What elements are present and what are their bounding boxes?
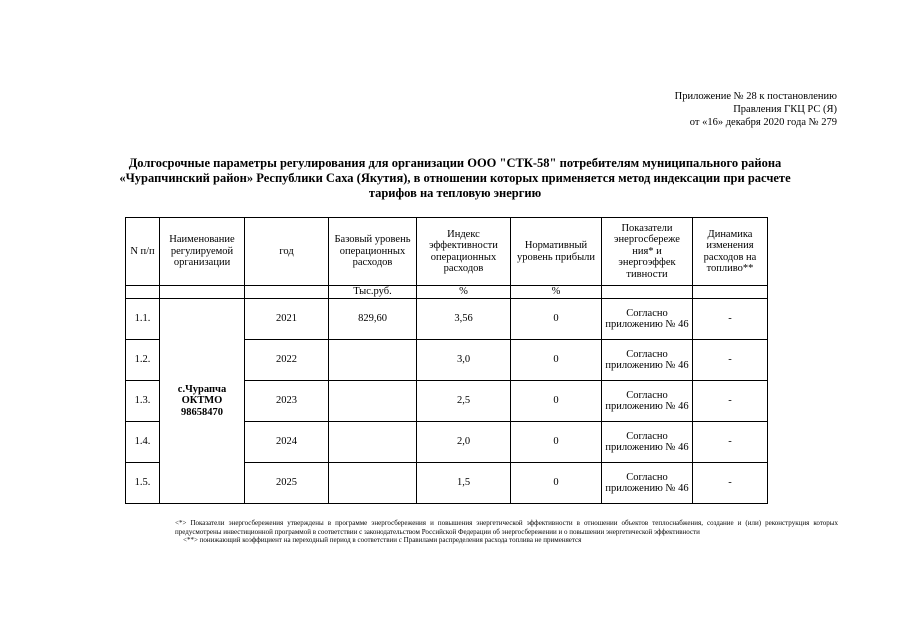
row-num: 1.2.: [126, 340, 160, 381]
units-norm: %: [511, 286, 602, 299]
row-index: 2,5: [417, 381, 511, 422]
units-energy: [602, 286, 693, 299]
footnote-fuel-coefficient: <**> понижающий коэффициент на переходный период в соответствии с Правилами распределения расхода топлива не применяется: [183, 536, 582, 544]
row-base: 829,60: [329, 299, 417, 340]
units-row: [126, 286, 768, 299]
title-line-2: «Чурапчинский район» Республики Саха (Якутия), в отношении которых применяется метод индексации при расчете: [119, 171, 791, 185]
appendix-reference: [577, 90, 837, 129]
appendix-line-1: Приложение № 28 к постановлению: [674, 91, 837, 102]
row-norm: 0: [511, 340, 602, 381]
row-dynamics: -: [693, 299, 768, 340]
footnote-energy-saving: <*> Показатели энергосбережения утверждены в программе энергосбережения и повышения энергетической эффективности в отношении объектов теплоснабжения, создание и (или) реконструкция которых предусмотрены инвестиционной программой в соответствии с законодательством Российской Федерации об энергосбережении и о повышении энергетической эффективности: [175, 519, 838, 536]
row-year: 2023: [245, 381, 329, 422]
header-num: N п/п: [126, 218, 160, 286]
row-index: 3,0: [417, 340, 511, 381]
row-energy: Согласно приложению № 46: [602, 422, 693, 463]
org-oktmo-code: 98658470: [181, 406, 223, 418]
title-line-1: Долгосрочные параметры регулирования для организации ООО "СТК-58" потребителям муниципального района: [128, 156, 782, 170]
row-base: [329, 422, 417, 463]
row-num: 1.3.: [126, 381, 160, 422]
header-base: Базовый уровень операционных расходов: [329, 218, 417, 286]
org-oktmo-label: ОКТМО: [181, 395, 223, 407]
units-base: Тыс.руб.: [329, 286, 417, 299]
header-index: Индекс эффективности операционных расходов: [417, 218, 511, 286]
row-year: 2021: [245, 299, 329, 340]
row-dynamics: -: [693, 381, 768, 422]
units-num: [126, 286, 160, 299]
row-energy: Согласно приложению № 46: [602, 299, 693, 340]
row-energy: Согласно приложению № 46: [602, 381, 693, 422]
title-line-3: тарифов на тепловую энергию: [368, 186, 542, 200]
row-base: [329, 463, 417, 504]
organization-cell: [160, 299, 245, 504]
header-dynamics: Динамика изменения расходов на топливо**: [693, 218, 768, 286]
row-dynamics: -: [693, 422, 768, 463]
row-index: 1,5: [417, 463, 511, 504]
appendix-line-3: от «16» декабря 2020 года № 279: [689, 117, 837, 128]
row-year: 2025: [245, 463, 329, 504]
row-norm: 0: [511, 299, 602, 340]
row-energy: Согласно приложению № 46: [602, 463, 693, 504]
header-norm: Нормативный уровень прибыли: [511, 218, 602, 286]
table-row: [126, 299, 768, 340]
row-num: 1.5.: [126, 463, 160, 504]
header-year: год: [245, 218, 329, 286]
row-dynamics: -: [693, 340, 768, 381]
row-num: 1.1.: [126, 299, 160, 340]
row-index: 2,0: [417, 422, 511, 463]
row-norm: 0: [511, 422, 602, 463]
row-norm: 0: [511, 381, 602, 422]
units-year: [245, 286, 329, 299]
row-num: 1.4.: [126, 422, 160, 463]
row-index: 3,56: [417, 299, 511, 340]
row-year: 2024: [245, 422, 329, 463]
footnotes: [175, 519, 838, 545]
units-org: [160, 286, 245, 299]
row-dynamics: -: [693, 463, 768, 504]
units-dynamics: [693, 286, 768, 299]
header-energy: Показатели энергосбереже ния* и энергоэффек тивности: [602, 218, 693, 286]
regulation-parameters-table: [125, 217, 768, 504]
org-settlement: с.Чурапча: [177, 383, 227, 395]
appendix-line-2: Правления ГКЦ РС (Я): [733, 104, 837, 115]
document-title: [60, 156, 850, 201]
header-org: Наименование регулируемой организации: [160, 218, 245, 286]
row-base: [329, 340, 417, 381]
header-row: [126, 218, 768, 286]
row-norm: 0: [511, 463, 602, 504]
row-year: 2022: [245, 340, 329, 381]
units-index: %: [417, 286, 511, 299]
row-energy: Согласно приложению № 46: [602, 340, 693, 381]
row-base: [329, 381, 417, 422]
